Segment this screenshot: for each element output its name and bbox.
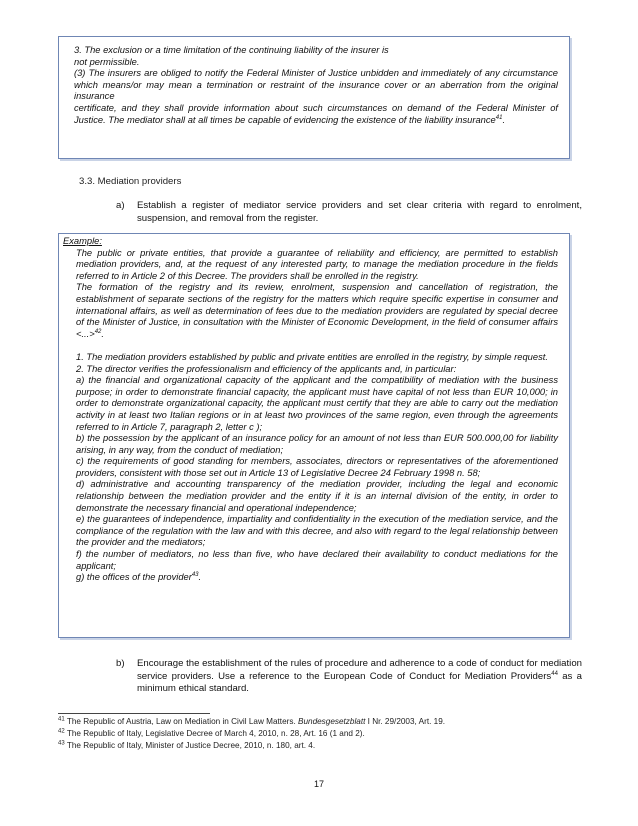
list-item: 1. The mediation providers established by public and private entities are enrolled in the registry, by simple request.: [76, 351, 548, 362]
footnote-divider: [58, 713, 210, 714]
page-number: 17: [313, 779, 324, 789]
blank-line: [76, 340, 558, 352]
quote-text: certificate, and they shall provide information about such circumstances on demand of the Federal Minister of Justice. The mediator shall at all times be capable of evidencing the existence of the liability insurance: [74, 102, 558, 125]
list-item: d) administrative and accounting transparency of the mediation provider, including the legal and economic relationship between the mediation provider and the entity if it is an internal division of the entity, in order to demonstrate the necessary financial and operational independence;: [76, 479, 558, 513]
list-item: 2. The director verifies the professionalism and efficiency of the applicants and, in particular:: [76, 363, 457, 374]
footnote-ref[interactable]: 42: [94, 328, 102, 335]
list-item-b: [116, 658, 582, 696]
list-item: f) the number of mediators, no less than five, who have declared their availability to conduct mediations for the applicant;: [76, 549, 558, 571]
list-item: b) the possession by the applicant of an insurance policy for an amount of not less than EUR 500.000,00 for liability arising, in any way, from the conduct of mediation;: [76, 433, 558, 455]
footnote-41: $^{41}$ The Republic of Austria, Law on Mediation in Civil Law Matters. Bundesgesetzblatt I Nr. 29/2003, Art. 19.: [58, 716, 446, 726]
quote-line: not permissible.: [74, 56, 140, 67]
item-label: b): [116, 658, 125, 669]
footnote-42: $^{42}$ The Republic of Italy, Legislative Decree of March 4, 2010, n. 28, Art. 16 (1 and 2).: [58, 728, 365, 738]
footnote-43: $^{43}$ The Republic of Italy, Minister of Justice Decree, 2010, n. 180, art. 4.: [58, 740, 316, 750]
item-text: Establish a register of mediator service providers and set clear criteria with regard to enrolment, suspension, and removal from the register.: [137, 200, 582, 224]
quote-line: (3) The insurers are obliged to notify the Federal Minister of Justice unbidden and immediately of any circumstance which means/or may mean a termination or restraint of the insurance cover or an aberration from the original insurance: [74, 68, 558, 102]
list-item: e) the guarantees of independence, impartiality and confidentiality in the execution of the mediation service, and the compliance of the regulation with the law and with this decree, and also with regard to the legal relationship between the provider and the mediators;: [76, 514, 558, 548]
footnote-ref[interactable]: 44: [551, 670, 558, 677]
quote-line: certificate, and they shall provide information about such circumstances on demand of the Federal Minister of Justice. The mediator shall at all times be capable of evidencing the existence of the liability insurance$^{41}$.: [74, 102, 558, 125]
list-item: c) the requirements of good standing for members, associates, directors or representatives of the aforementioned providers, consistent with those set out in Article 13 of Legislative Decree 24 February 1998 n. 58;: [76, 456, 558, 478]
section-heading: 3.3. Mediation providers: [79, 176, 182, 187]
list-item-a: [116, 200, 582, 225]
insurance-quote-box: [58, 36, 570, 159]
list-item: g) the offices of the provider$^{43}$.: [76, 572, 202, 583]
quote-line: 3. The exclusion or a time limitation of the continuing liability of the insurer is: [74, 45, 389, 55]
example-paragraph: The public or private entities, that provide a guarantee of reliability and efficiency, are permitted to establish mediation providers, and, at the request of any interested party, to manage the mediation procedure in the fields referred to in Article 2 of this Decree. The providers shall be enrolled in the registry.: [76, 247, 558, 281]
example-title: Example:: [63, 236, 102, 246]
item-text: Encourage the establishment of the rules of procedure and adherence to a code of conduct for mediation service providers. Use a reference to the European Code of Conduct for Mediation Providers$^{44}$ as a minimum ethical standard.: [137, 658, 582, 694]
item-label: a): [116, 200, 125, 211]
example-box: [58, 233, 570, 638]
footnote-ref[interactable]: 43: [191, 572, 199, 579]
footnote-ref[interactable]: 41: [495, 114, 503, 121]
list-item: a) the financial and organizational capacity of the applicant and the compatibility of mediation with the business purpose; in order to demonstrate financial capacity, the applicant must have capital of not less than EUR 10,000; in order to demonstrate organizational capacity, the applicant must certify that they are able to carry out the mediation activity in at least two Italian regions or in at least two provinces of the same region, even through the agreements referred to in Article 7, paragraph 2, letter c );: [76, 375, 558, 432]
example-paragraph: The formation of the registry and its review, enrolment, suspension and cancellation of registration, the establishment of separate sections of the registry for the matters which require specific expertise in consumer and international affairs, as well as determination of fees due to the mediation providers are regulated by special decree of the Minister of Justice, in consultation with the Minister of Economic Development, in the field of consumer affairs <...>$^{42}$.: [76, 282, 558, 339]
